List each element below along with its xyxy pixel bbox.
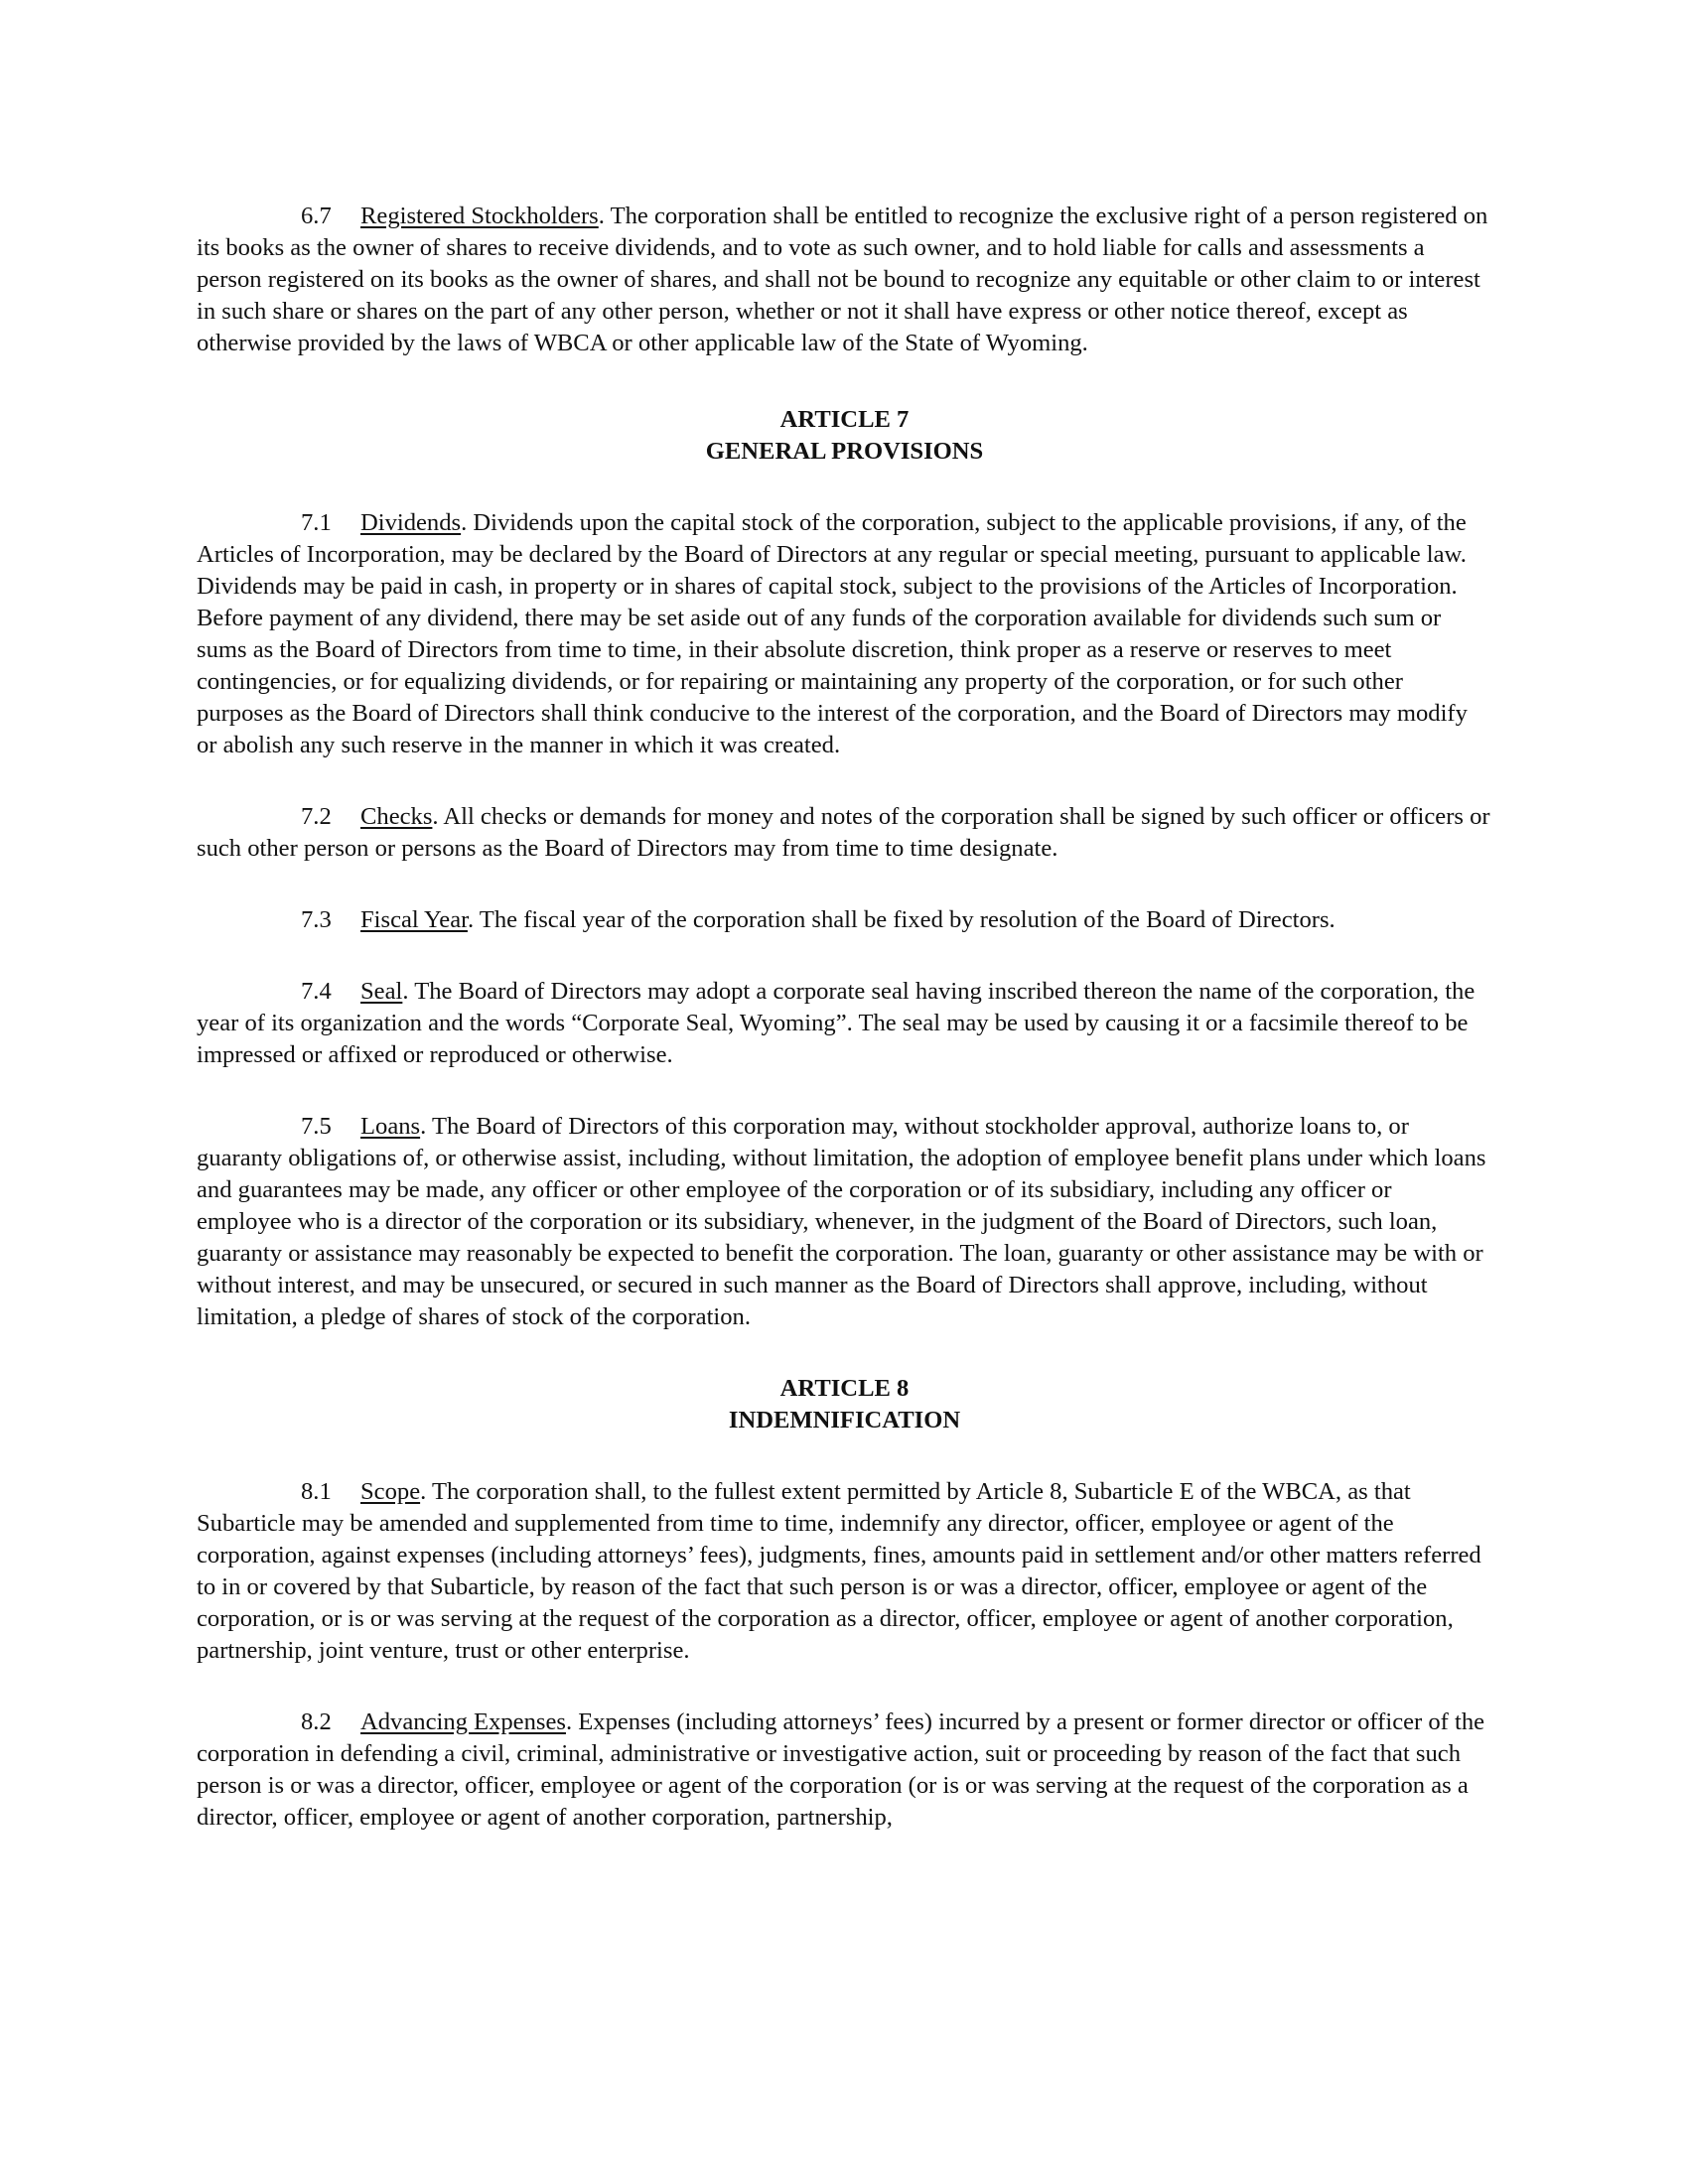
- section-6-7: [197, 201, 1492, 359]
- section-heading: Scope: [360, 1478, 421, 1505]
- section-heading: Fiscal Year: [360, 906, 468, 933]
- section-number: 8.1: [301, 1478, 332, 1505]
- section-body: . The Board of Directors of this corporation may, without stockholder approval, authorize loans to, or guaranty obligations of, or otherwise assist, including, without limitation, the adoption of employee benefit plans under which loans and guarantees may be made, any officer or other employee of the corporation or of its subsidiary, including any officer or employee who is a director of the corporation or its subsidiary, whenever, in the judgment of the Board of Directors, such loan, guaranty or assistance may reasonably be expected to benefit the corporation. The loan, guaranty or other assistance may be with or without interest, and may be unsecured, or secured in such manner as the Board of Directors shall approve, including, without limitation, a pledge of shares of stock of the corporation.: [197, 1113, 1486, 1330]
- article-8-title: ARTICLE 8: [779, 1375, 910, 1402]
- article-8-subtitle: INDEMNIFICATION: [728, 1407, 961, 1433]
- section-heading: Dividends: [360, 509, 462, 536]
- section-body: . The corporation shall be entitled to recognize the exclusive right of a person registered on its books as the owner of shares to receive dividends, and to vote as such owner, and to hold liable for calls and assessments a person registered on its books as the owner of shares, and shall not be bound to recognize any equitable or other claim to or interest in such share or shares on the part of any other person, whether or not it shall have express or other notice thereof, except as otherwise provided by the laws of WBCA or other applicable law of the State of Wyoming.: [197, 203, 1488, 356]
- section-body: . The fiscal year of the corporation shall be fixed by resolution of the Board of Directors.: [467, 906, 1336, 933]
- section-7-3: [197, 904, 1492, 936]
- section-number: 7.4: [301, 978, 332, 1005]
- section-number: 7.1: [301, 509, 332, 536]
- section-8-1: [197, 1476, 1492, 1667]
- section-7-1: [197, 507, 1492, 761]
- section-number: 6.7: [301, 203, 332, 229]
- section-7-2: [197, 801, 1492, 865]
- section-body: . The corporation shall, to the fullest extent permitted by Article 8, Subarticle E of the WBCA, as that Subarticle may be amended and supplemented from time to time, indemnify any director, officer, employee or agent of the corporation, against expenses (including attorneys’ fees), judgments, fines, amounts paid in settlement and/or other matters referred to in or covered by that Subarticle, by reason of the fact that such person is or was a director, officer, employee or agent of the corporation, or is or was serving at the request of the corporation as a director, officer, employee or agent of another corporation, partnership, joint venture, trust or other enterprise.: [197, 1478, 1481, 1664]
- section-8-2: [197, 1706, 1492, 1834]
- article-7-title: ARTICLE 7: [779, 406, 910, 433]
- document-page: [197, 201, 1492, 1834]
- section-body: . The Board of Directors may adopt a corporate seal having inscribed thereon the name of the corporation, the year of its organization and the words “Corporate Seal, Wyoming”. The seal may be used by causing it or a facsimile thereof to be impressed or affixed or reproduced or otherwise.: [197, 978, 1476, 1068]
- section-heading: Registered Stockholders: [360, 203, 599, 229]
- section-number: 7.3: [301, 906, 332, 933]
- section-7-4: [197, 976, 1492, 1071]
- section-body: . Expenses (including attorneys’ fees) incurred by a present or former director or officer of the corporation in defending a civil, criminal, administrative or investigative action, suit or proceeding by reason of the fact that such person is or was a director, officer, employee or agent of the corporation (or is or was serving at the request of the corporation as a director, officer, employee or agent of another corporation, partnership,: [197, 1708, 1485, 1831]
- section-number: 8.2: [301, 1708, 332, 1735]
- section-heading: Loans: [360, 1113, 421, 1140]
- article-7-subtitle: GENERAL PROVISIONS: [705, 438, 984, 465]
- section-heading: Advancing Expenses: [360, 1708, 566, 1735]
- section-7-5: [197, 1111, 1492, 1333]
- section-number: 7.5: [301, 1113, 332, 1140]
- section-body: . All checks or demands for money and notes of the corporation shall be signed by such officer or officers or such other person or persons as the Board of Directors may from time to time designate.: [197, 803, 1490, 862]
- section-number: 7.2: [301, 803, 332, 830]
- section-heading: Checks: [360, 803, 433, 830]
- section-heading: Seal: [360, 978, 403, 1005]
- section-body: . Dividends upon the capital stock of the corporation, subject to the applicable provisions, if any, of the Articles of Incorporation, may be declared by the Board of Directors at any regular or special meeting, pursuant to applicable law. Dividends may be paid in cash, in property or in shares of capital stock, subject to the provisions of the Articles of Incorporation. Before payment of any dividend, there may be set aside out of any funds of the corporation available for dividends such sum or sums as the Board of Directors from time to time, in their absolute discretion, think proper as a reserve or reserves to meet contingencies, or for equalizing dividends, or for repairing or maintaining any property of the corporation, or for such other purposes as the Board of Directors shall think conducive to the interest of the corporation, and the Board of Directors may modify or abolish any such reserve in the manner in which it was created.: [197, 509, 1468, 758]
